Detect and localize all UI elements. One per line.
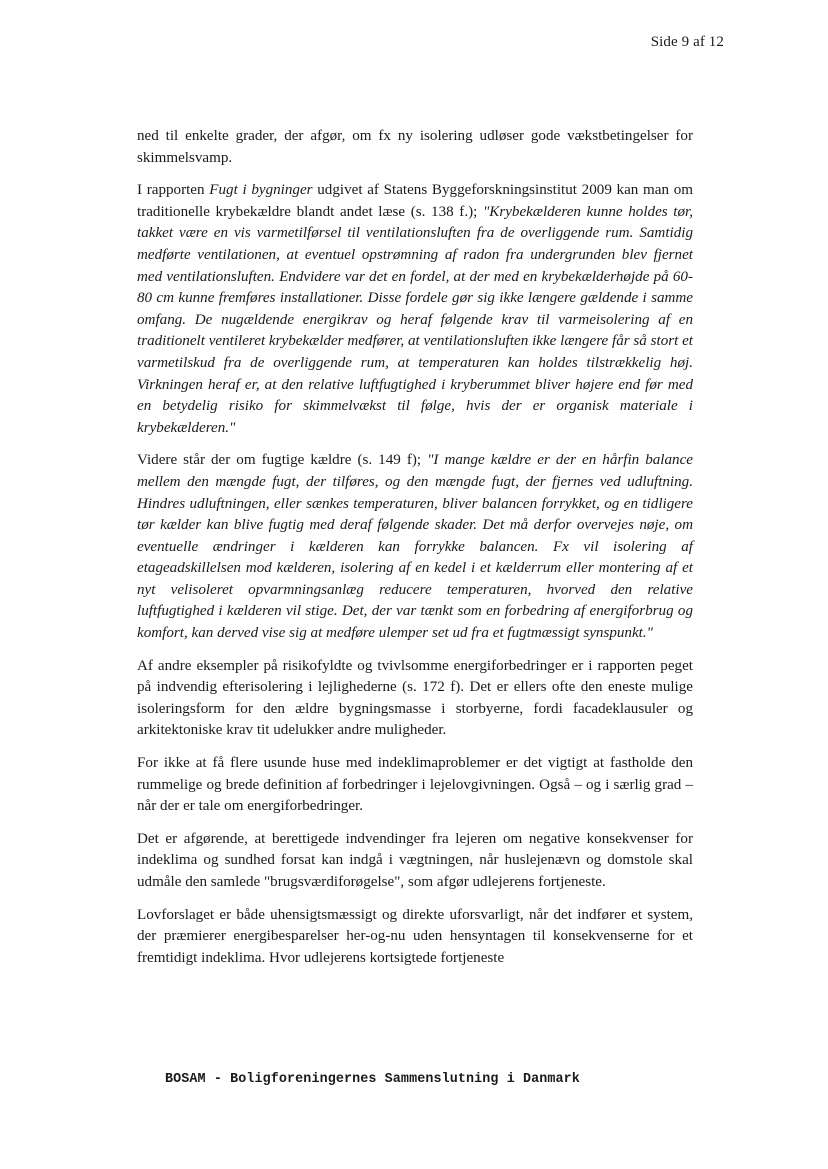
- paragraph-2: [137, 180, 693, 439]
- paragraph-1: ned til enkelte grader, der afgør, om fx ny isolering udløser gode vækstbetingelser for skimmelsvamp.: [137, 128, 693, 166]
- paragraph-4: Af andre eksempler på risikofyldte og tvivlsomme energiforbedringer er i rapporten peget på indvendig efterisolering i lejlighederne (s. 172 f). Det er ellers ofte den eneste mulige isoleringsform for den ældre bygningsmasse i storbyerne, fordi facadeklausuler og arkitektoniske krav tit udelukker andre muligheder.: [137, 657, 693, 739]
- footer-organization: BOSAM - Boligforeningernes Sammenslutning i Danmark: [165, 1072, 580, 1087]
- paragraph-3-intro: Videre står der om fugtige kældre (s. 149 f);: [137, 452, 428, 469]
- paragraph-2-intro-b: udgivet af Statens Byggeforskningsinstitut 2009 kan man om traditionelle krybekældre blandt andet læse (s. 138 f.);: [137, 182, 694, 220]
- report-title: Fugt i bygninger: [209, 182, 313, 199]
- paragraph-6: Det er afgørende, at berettigede indvendinger fra lejeren om negative konsekvenser for indeklima og sundhed forsat kan indgå i vægtningen, når huslejenævn og domstole skal udmåle den samlede "brugsværdiforøgelse", som afgør udlejerens fortjeneste.: [137, 830, 693, 890]
- paragraph-5: For ikke at få flere usunde huse med indeklimaproblemer er det vigtigt at fastholde den rummelige og brede definition af forbedringer i lejelovgivningen. Også – og i særlig grad – når der er tale om energiforbedringer.: [137, 755, 693, 815]
- quote-fugtige-kaeldre: "I mange kældre er der en hårfin balance mellem den mængde fugt, der tilføres, og den mængde fugt, der fjernes ved udluftning. Hindres udluftningen, eller sænkes temperaturen, bliver balancen forrykket, og en tidligere tør kælder kan blive fugtig med deraf følgende skader. Det må derfor overvejes nøje, om eventuelle ændringer i kælderen kan forrykke balancen. Fx vil isolering af etageadskillelsen mod kælderen, isolering af en kedel i et kælderrum eller montering af et nyt velisoleret opvarmningsanlæg reducere temperaturen, hvorved den relative luftfugtighed i kælderen vil stige. Det, der var tænkt som en forbedring af energiforbrug og komfort, kan derved vise sig at medføre ulemper set ud fra et fugtmæssigt synspunkt.": [137, 452, 693, 642]
- quote-krybekaelder: "Krybekælderen kunne holdes tør, takket være en vis varmetilførsel til ventilationsluften fra de overliggende rum. Samtidig medførte ventilationen, at eventuel opstrømning af radon fra undergrunden blev fjernet med ventilationsluften. Endvidere var det en fordel, at der med en krybekælderhøjde på 60-80 cm kunne fremføres installationer. Disse fordele gør sig ikke længere gældende i samme omfang. De nugældende energikrav og heraf følgende krav til varmeisolering af en traditionelt ventileret krybekælder medfører, at ventilationsluften ikke længere får så stort et varmetilskud fra de overliggende rum, at temperaturen kan holdes tilstrækkelig høj. Virkningen heraf er, at den relative luftfugtighed i kryberummet bliver højere end før med en betydelig risiko for skimmelvækst til følge, hvis der er organisk materiale i krybekælderen.": [137, 203, 693, 436]
- paragraph-7: Lovforslaget er både uhensigtsmæssigt og direkte uforsvarligt, når det indfører et system, der præmierer energibesparelser her-og-nu uden hensyntagen til konsekvenserne for et fremtidigt indeklima. Hvor udlejerens kortsigtede fortjeneste: [137, 906, 693, 966]
- document-body: [137, 126, 693, 980]
- paragraph-3: [137, 450, 693, 644]
- page-number: Side 9 af 12: [650, 34, 724, 50]
- paragraph-2-intro-a: I rapporten: [137, 182, 210, 199]
